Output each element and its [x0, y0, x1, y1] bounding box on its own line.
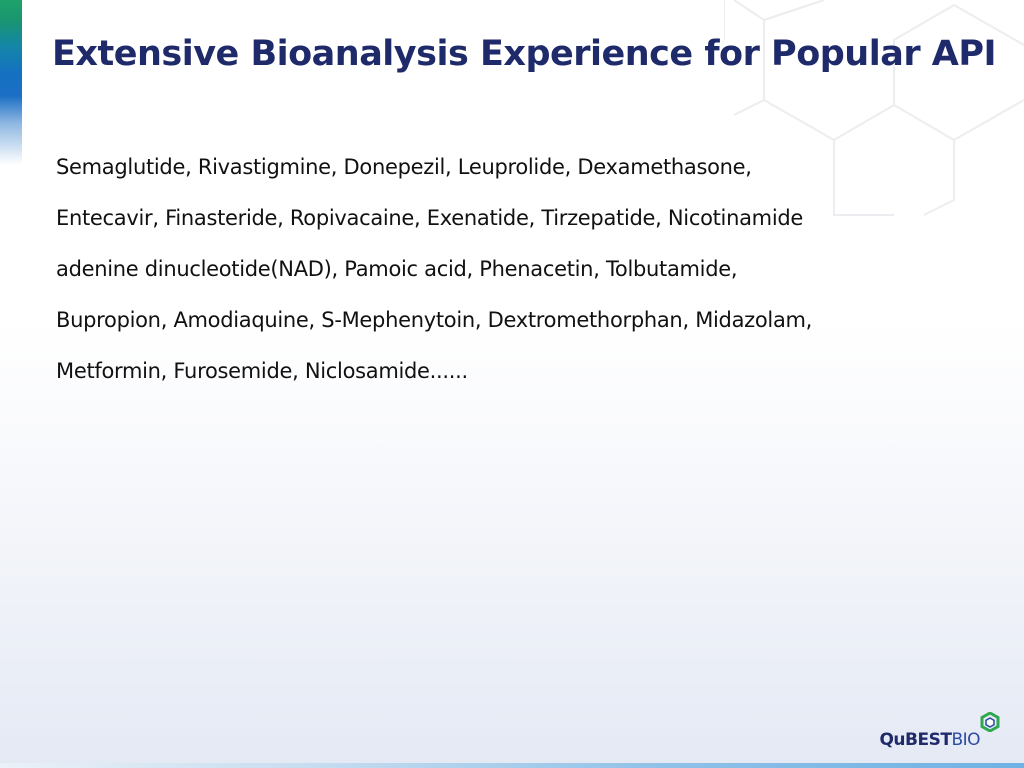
company-logo — [879, 710, 1000, 750]
hexagon-logo-icon — [980, 712, 1000, 732]
logo-brand-main: QuBEST — [879, 730, 952, 750]
api-list-line: Entecavir, Finasteride, Ropivacaine, Exenatide, Tirzepatide, Nicotinamide — [56, 206, 804, 230]
logo-text — [879, 730, 980, 750]
api-list — [56, 142, 956, 397]
api-list-line: Metformin, Furosemide, Niclosamide...... — [56, 359, 468, 383]
api-list-line: Bupropion, Amodiaquine, S-Mephenytoin, Dextromethorphan, Midazolam, — [56, 308, 813, 332]
api-list-line: adenine dinucleotide(NAD), Pamoic acid, Phenacetin, Tolbutamide, — [56, 257, 738, 281]
api-list-line: Semaglutide, Rivastigmine, Donepezil, Leuprolide, Dexamethasone, — [56, 155, 752, 179]
bottom-accent-bar — [0, 763, 1024, 768]
accent-bar — [0, 0, 22, 165]
slide-title: Extensive Bioanalysis Experience for Popular API — [52, 34, 997, 74]
logo-brand-suffix: BIO — [951, 730, 980, 750]
